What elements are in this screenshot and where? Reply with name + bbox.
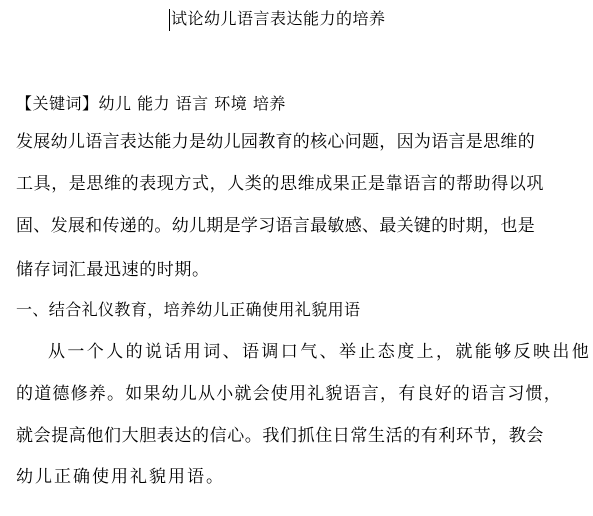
paragraph-2-line-3: 就会提高他们大胆表达的信心。我们抓住日常生活的有利环节，教会 bbox=[16, 426, 544, 446]
section-1-heading: 一、结合礼仪教育，培养幼儿正确使用礼貌用语 bbox=[16, 300, 361, 319]
paragraph-1-line-3: 固、发展和传递的。幼儿期是学习语言最敏感、最关键的时期，也是 bbox=[16, 216, 535, 236]
text-cursor bbox=[169, 9, 170, 31]
next-line-cut-off bbox=[60, 506, 180, 516]
paragraph-1-line-1: 发展幼儿语言表达能力是幼儿园教育的核心问题，因为语言是思维的 bbox=[16, 132, 535, 152]
paragraph-2-line-4: 幼儿正确使用礼貌用语。 bbox=[16, 467, 225, 487]
paragraph-1-line-4: 储存词汇最迅速的时期。 bbox=[16, 260, 210, 280]
paragraph-1-line-2: 工具，是思维的表现方式，人类的思维成果正是靠语言的帮助得以巩 bbox=[16, 174, 544, 194]
keywords-line: 【关键词】幼儿 能力 语言 环境 培养 bbox=[16, 94, 286, 113]
paragraph-2-line-2: 的道德修养。如果幼儿从小就会使用礼貌语言，有良好的语言习惯， bbox=[16, 384, 562, 404]
document-title: 试论幼儿语言表达能力的培养 bbox=[171, 9, 386, 28]
paragraph-2-line-1: 从一个人的说话用词、语调口气、举止态度上，就能够反映出他 bbox=[48, 342, 592, 362]
